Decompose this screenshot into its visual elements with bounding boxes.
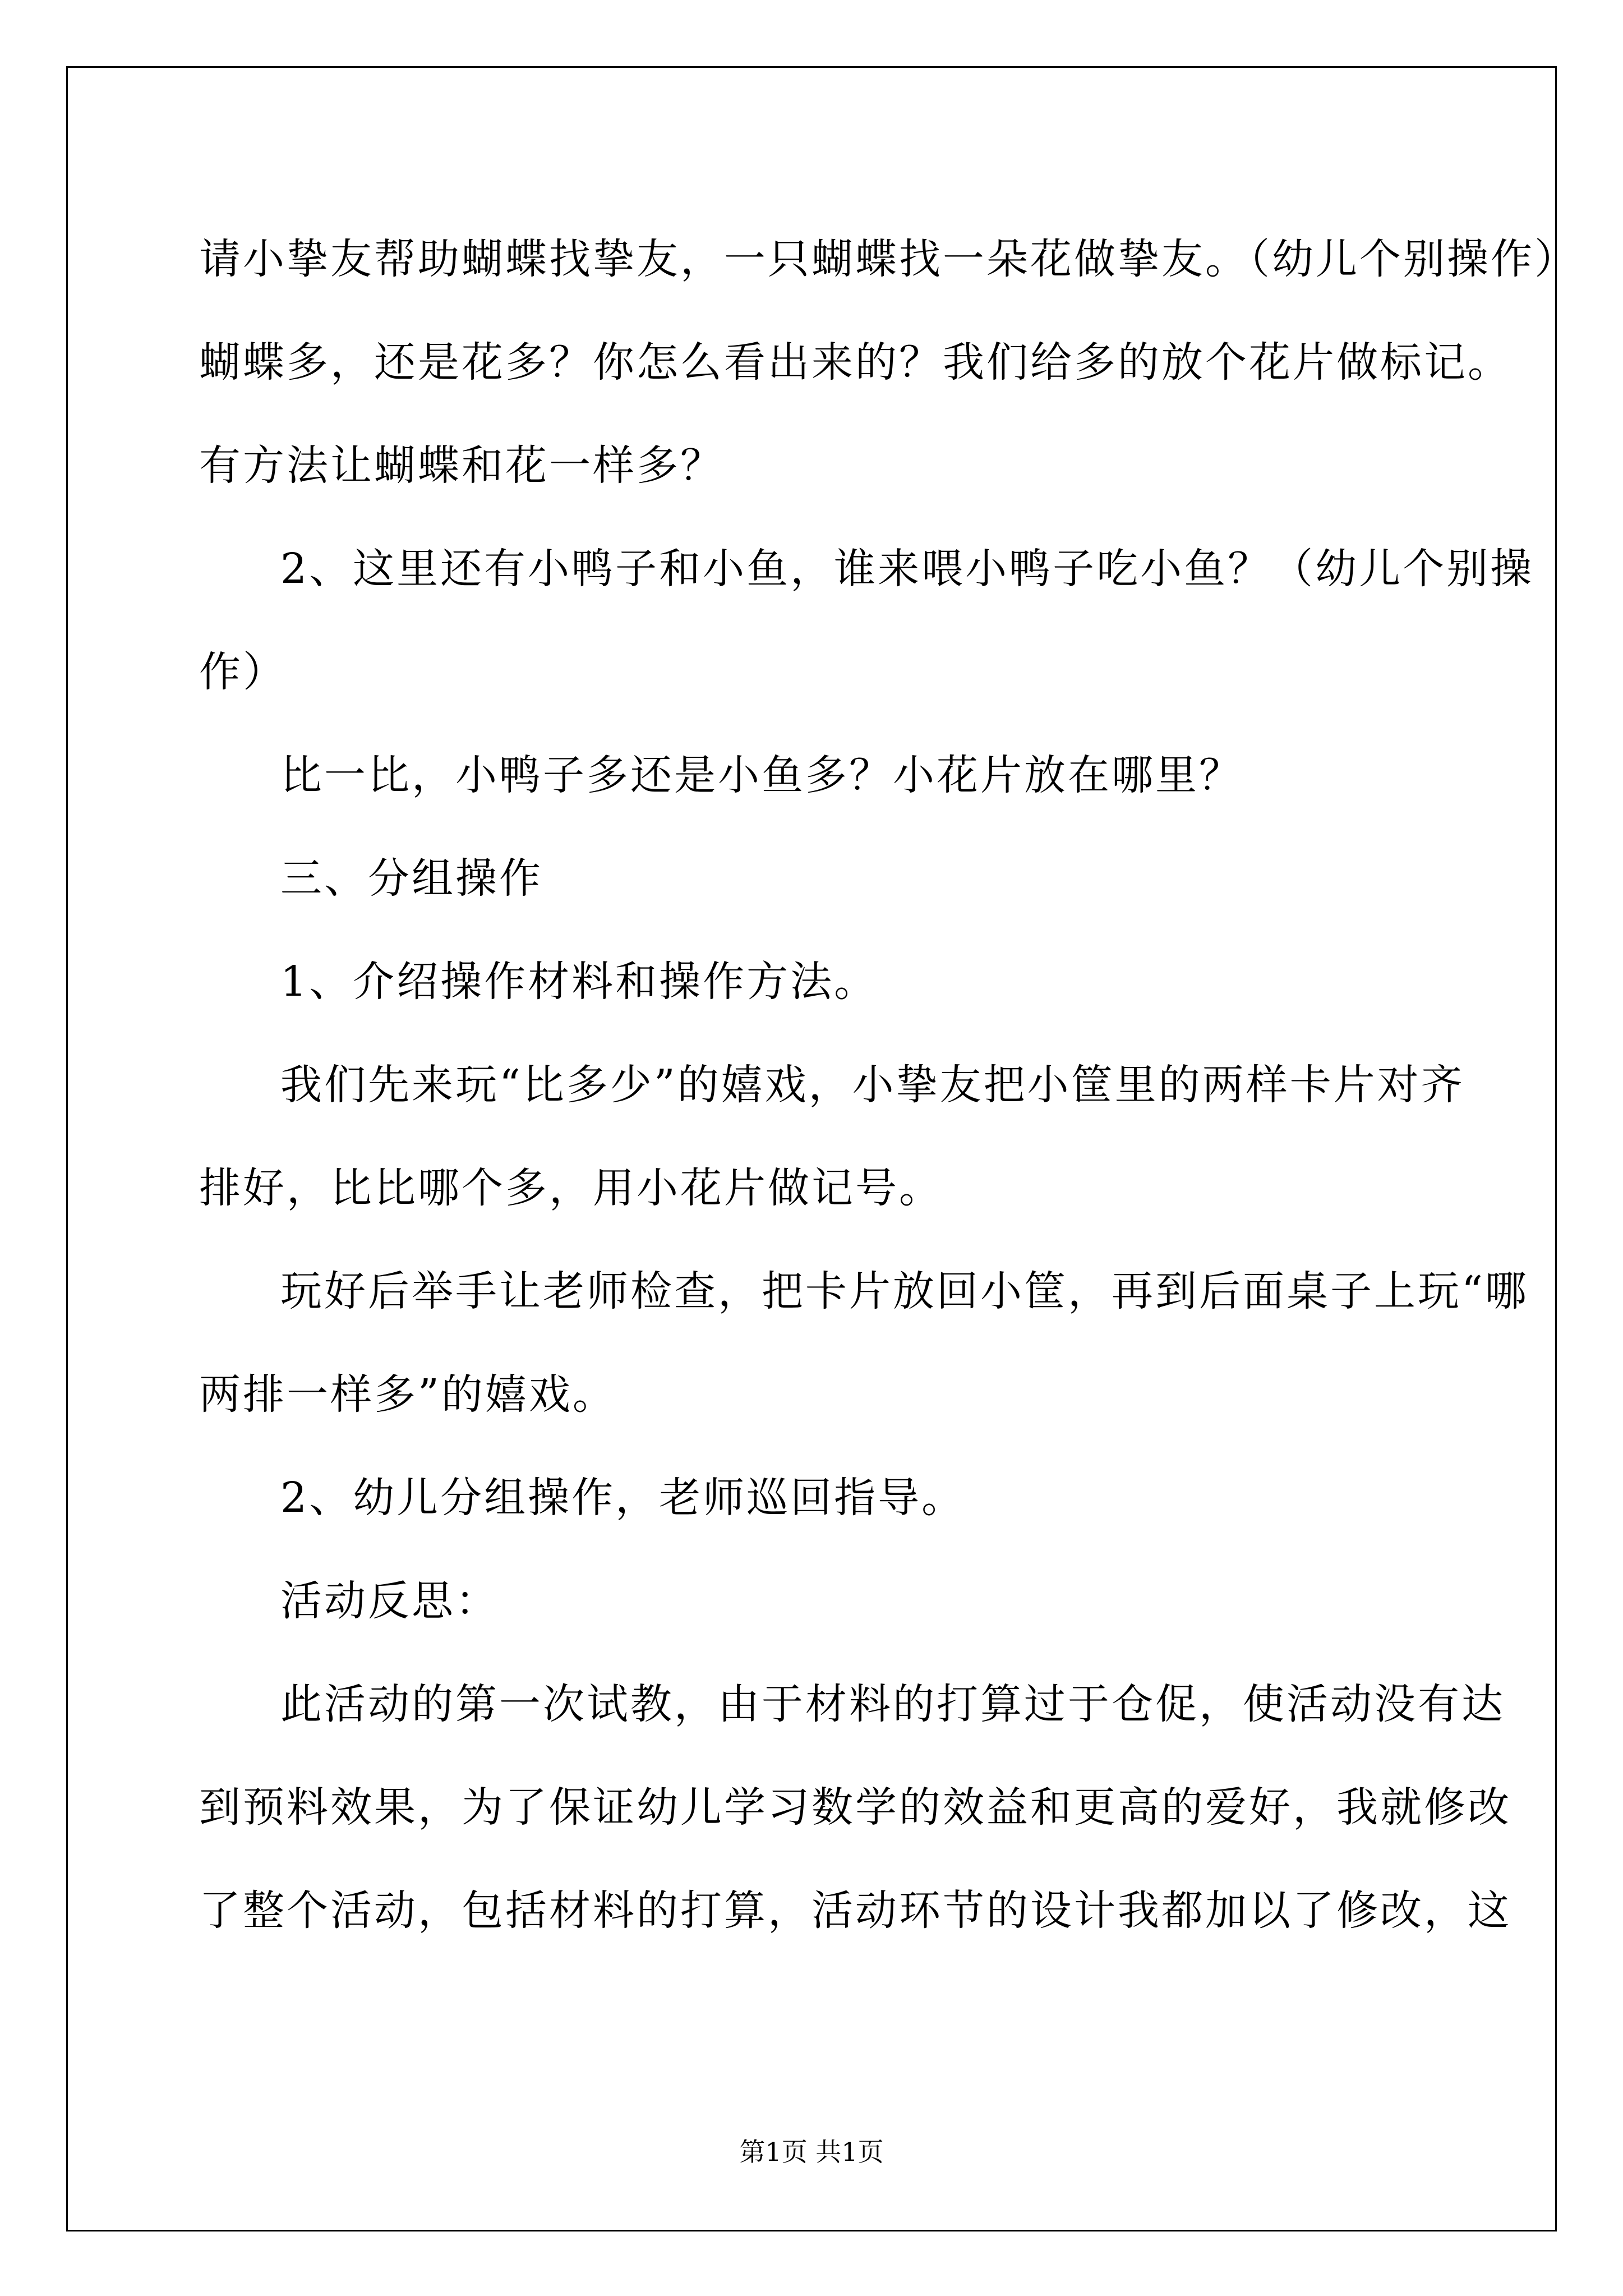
text-line: 2、幼儿分组操作，老师巡回指导。: [280, 1474, 966, 1522]
text-line: 蝴蝶多，还是花多？你怎么看出来的？我们给多的放个花片做标记。: [199, 338, 1511, 386]
page-number-footer: 第1页 共1页: [739, 2137, 884, 2167]
section-heading: 活动反思：: [280, 1577, 499, 1625]
text-line: 请小挚友帮助蝴蝶找挚友，一只蝴蝶找一朵花做挚友。（幼儿个别操作）: [199, 235, 1578, 283]
text-line: 两排一样多”的嬉戏。: [199, 1370, 616, 1419]
text-line: 2、这里还有小鸭子和小鱼，谁来喂小鸭子吃小鱼？（幼儿个别操: [280, 545, 1534, 593]
text-line: 比一比，小鸭子多还是小鱼多？小花片放在哪里？: [280, 751, 1243, 799]
text-line: 排好，比比哪个多，用小花片做记号。: [199, 1164, 943, 1212]
section-heading: 三、分组操作: [280, 854, 543, 903]
text-line: 作）: [199, 648, 287, 696]
text-line: 1、介绍操作材料和操作方法。: [280, 958, 878, 1006]
text-line: 我们先来玩“比多少”的嬉戏，小挚友把小筐里的两样卡片对齐: [280, 1061, 1465, 1109]
text-line: 玩好后举手让老师检查，把卡片放回小筐，再到后面桌子上玩“哪: [280, 1267, 1529, 1315]
text-line: 了整个活动，包括材料的打算，活动环节的设计我都加以了修改，这: [199, 1887, 1511, 1935]
text-line: 此活动的第一次试教，由于材料的打算过于仓促，使活动没有达: [280, 1680, 1505, 1728]
text-line: 到预料效果，为了保证幼儿学习数学的效益和更高的爱好，我就修改: [199, 1783, 1511, 1832]
document-body: [199, 208, 1578, 1962]
text-line: 有方法让蝴蝶和花一样多？: [199, 441, 724, 490]
